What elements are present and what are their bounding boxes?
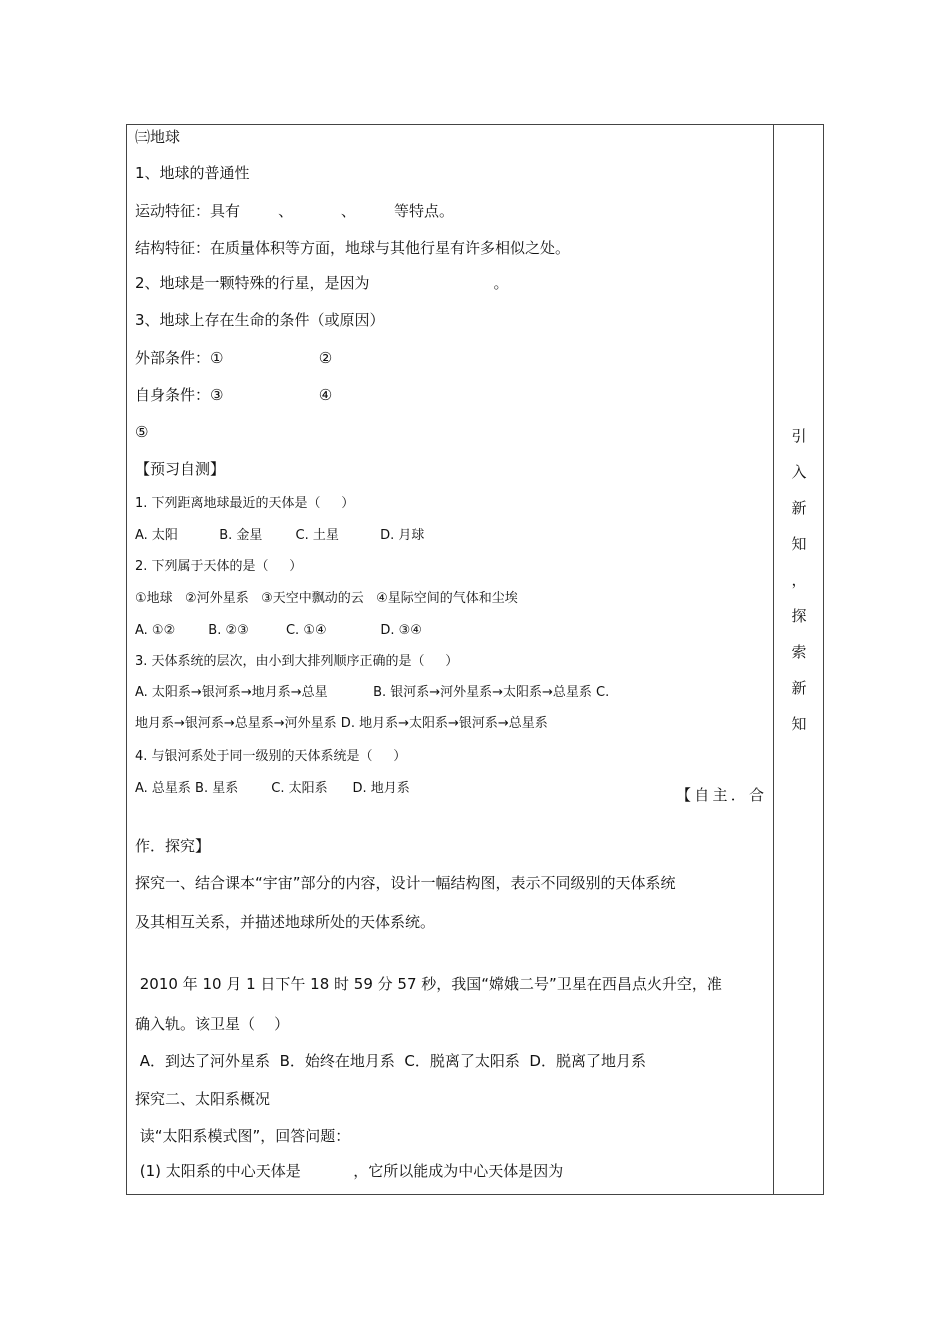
question-text: 运动特征：具有 、 、 等特点。 xyxy=(135,202,454,220)
question-text: 外部条件：① ② xyxy=(135,349,333,367)
question-text: 读“太阳系模式图”，回答问题： xyxy=(135,1127,351,1145)
question-text: 2010 年 10 月 1 日下午 18 时 59 分 57 秒，我国“嫦娥二号”卫星在西昌点火升空，准 xyxy=(135,975,722,993)
question-text: 3、地球上存在生命的条件（或原因） xyxy=(135,311,385,329)
question-text: 1. 下列距离地球最近的天体是（ ） xyxy=(135,496,355,511)
subsection-heading: 作．探究】 xyxy=(135,837,211,855)
subsection-heading: 探究二、太阳系概况 xyxy=(135,1090,271,1108)
answer-options: A. 太阳系→银河系→地月系→总星 B. 银河系→河外星系→太阳系→总星系 C. xyxy=(135,685,610,700)
section-heading: ㈢地球 xyxy=(135,128,181,146)
question-text: (1) 太阳系的中心天体是 ，它所以能成为中心天体是因为 xyxy=(135,1162,564,1180)
answer-options: A. 太阳 B. 金星 C. 土星 D. 月球 xyxy=(135,528,425,543)
question-text: 2. 下列属于天体的是（ ） xyxy=(135,559,303,574)
question-text: 及其相互关系，并描述地球所处的天体系统。 xyxy=(135,913,436,931)
answer-options: 地月系→银河系→总星系→河外星系 D. 地月系→太阳系→银河系→总星系 xyxy=(135,716,548,731)
question-text: 1、地球的普通性 xyxy=(135,164,250,182)
subsection-heading: 【预习自测】 xyxy=(135,460,226,478)
question-text: 自身条件：③ ④ xyxy=(135,386,333,404)
question-text: 结构特征：在质量体积等方面，地球与其他行星有许多相似之处。 xyxy=(135,239,571,257)
answer-options: A．到达了河外星系 B．始终在地月系 C．脱离了太阳系 D．脱离了地月系 xyxy=(135,1052,646,1070)
question-text: 3. 天体系统的层次，由小到大排列顺序正确的是（ ） xyxy=(135,654,459,669)
question-text: ⑤ xyxy=(135,423,149,441)
answer-options: A. ①② B. ②③ C. ①④ D. ③④ xyxy=(135,623,422,638)
question-text: 2、地球是一颗特殊的行星，是因为 。 xyxy=(135,274,509,292)
question-text: 探究一、结合课本“宇宙”部分的内容，设计一幅结构图，表示不同级别的天体系统 xyxy=(135,874,676,892)
side-column-label: 引 入 新 知 ， 探 索 新 知 xyxy=(791,427,807,733)
question-text: ①地球 ②河外星系 ③天空中飘动的云 ④星际空间的气体和尘埃 xyxy=(135,591,518,606)
answer-options: A. 总星系 B. 星系 C. 太阳系 D. 地月系 xyxy=(135,781,410,796)
inline-heading-fragment: 【 自 主 ． 合 xyxy=(676,786,764,804)
question-text: 确入轨。该卫星（ ） xyxy=(135,1015,290,1033)
question-text: 4. 与银河系处于同一级别的天体系统是（ ） xyxy=(135,749,407,764)
